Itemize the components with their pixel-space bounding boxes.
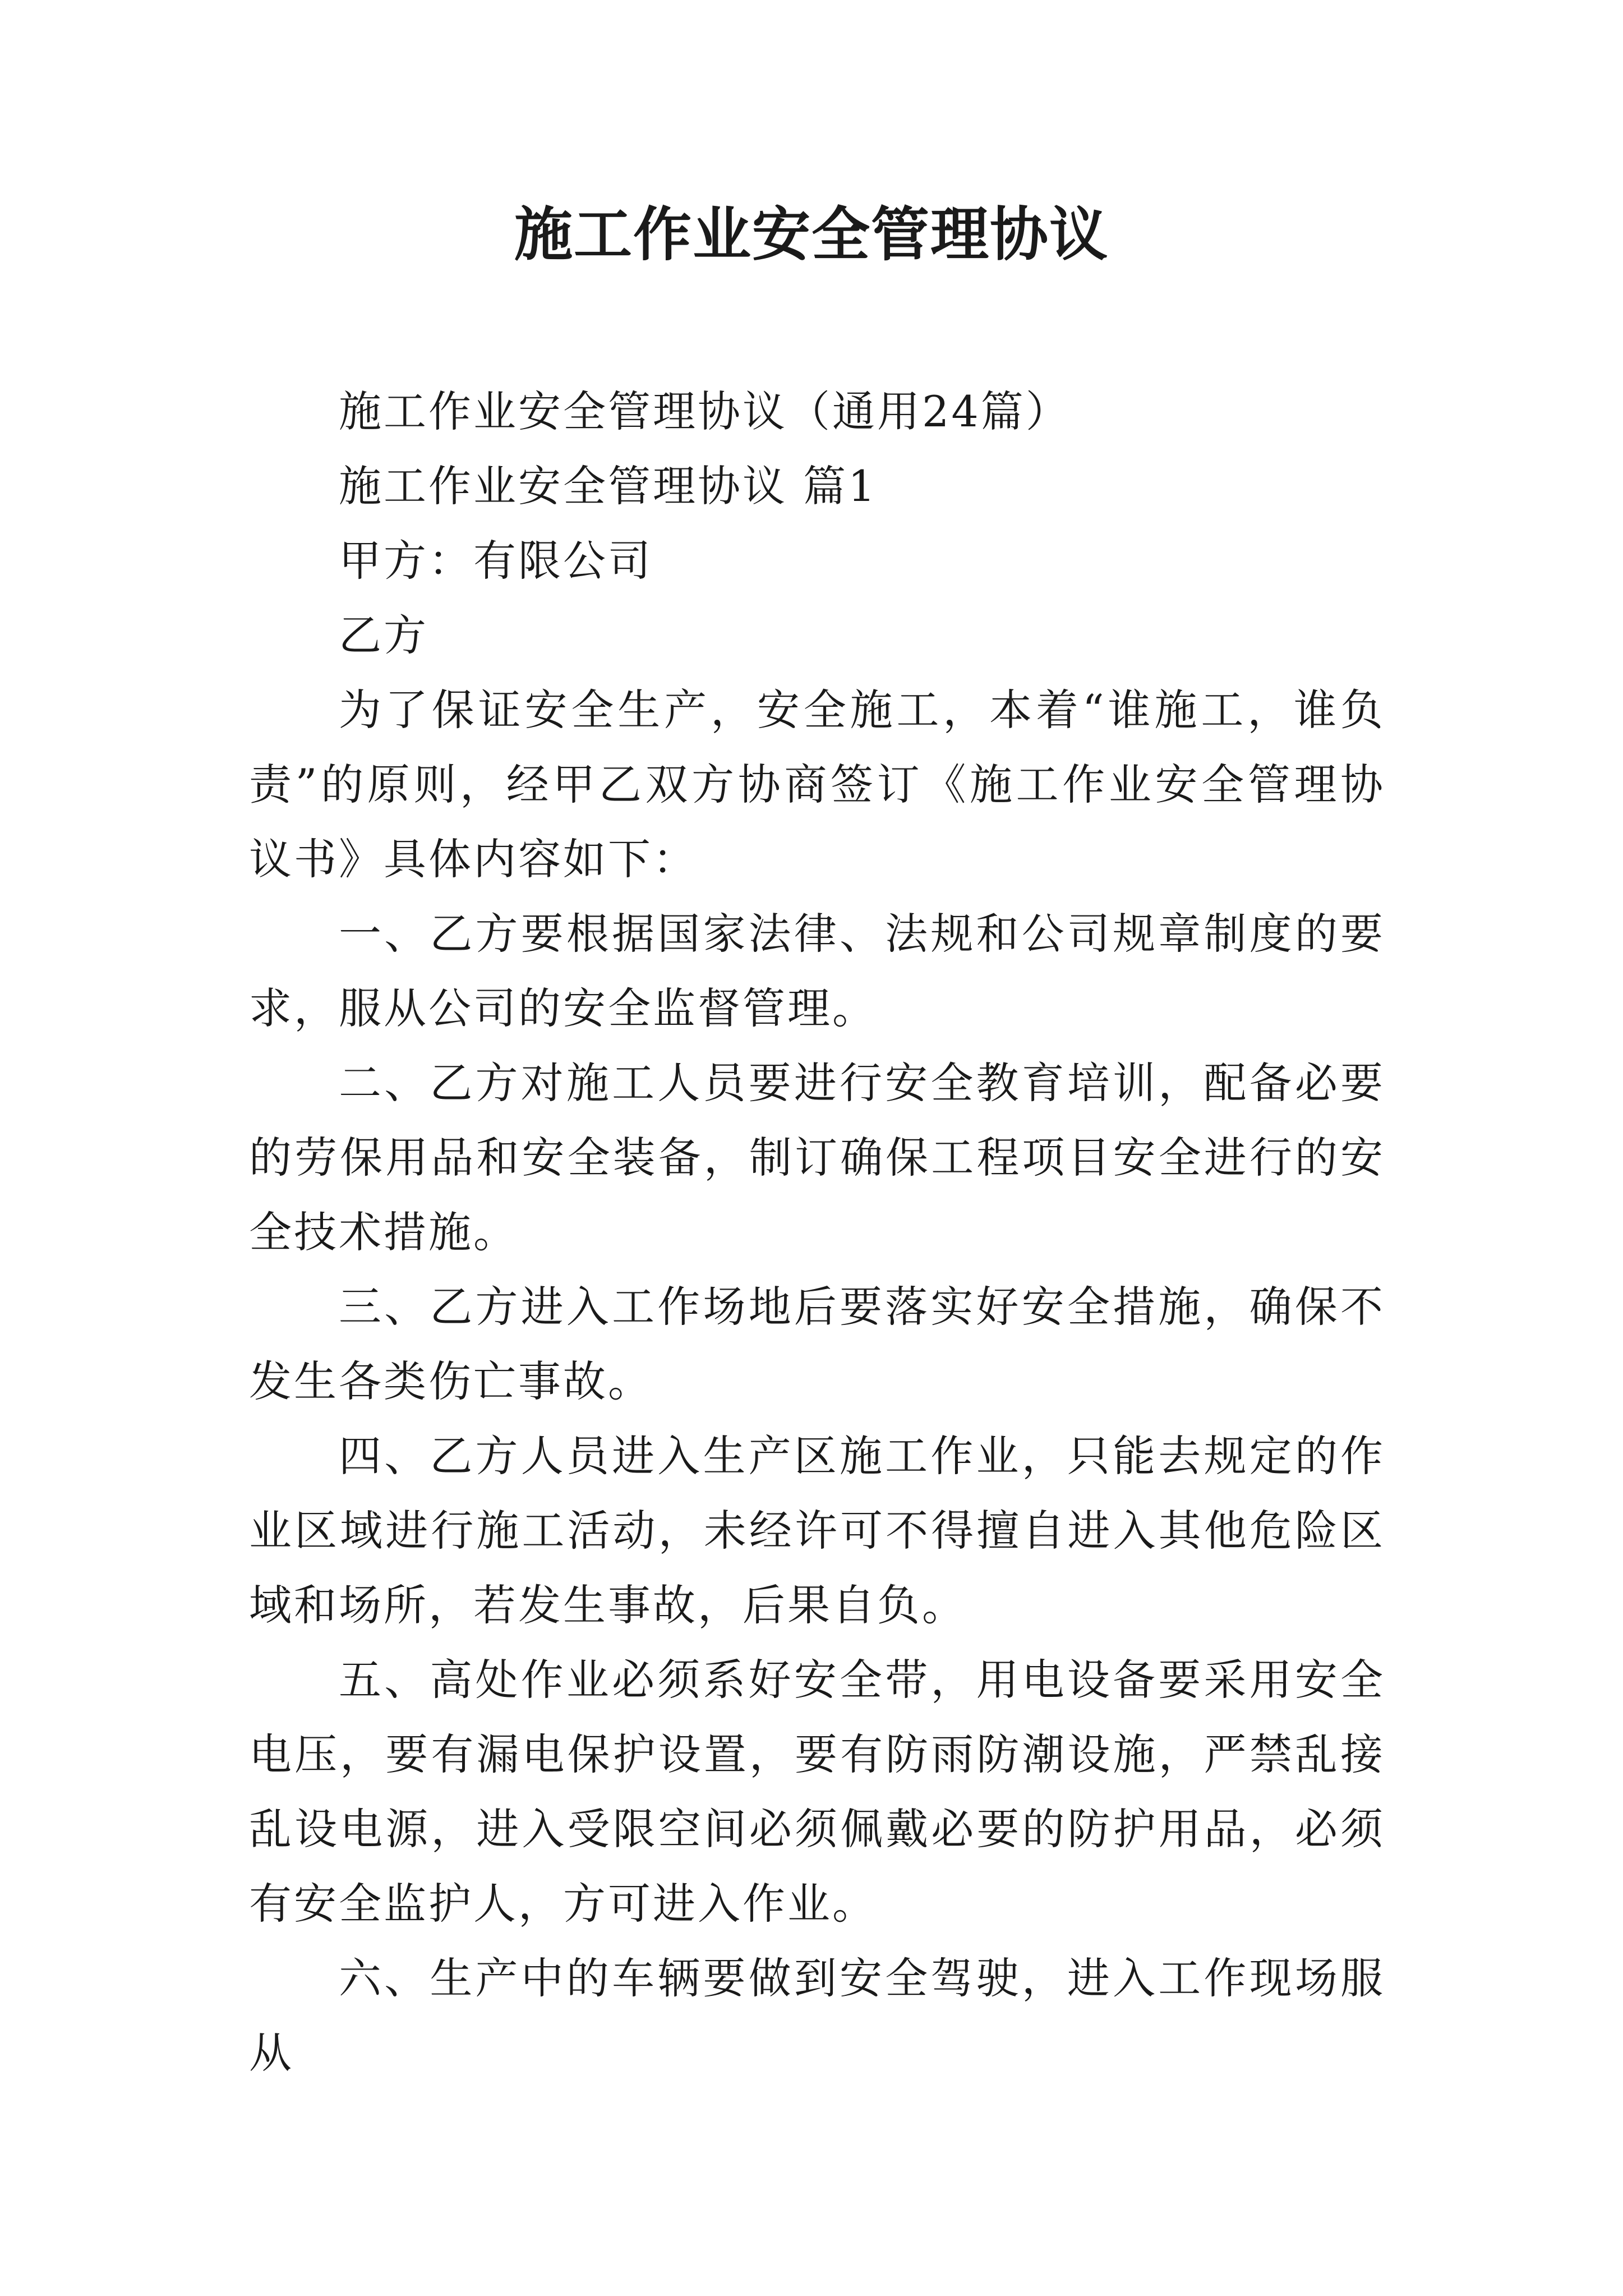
paragraph-clause-4: 四、乙方人员进入生产区施工作业，只能去规定的作业区域进行施工活动，未经许可不得擅自进入其他危险区域和场所，若发生事故，后果自负。 bbox=[249, 1431, 1385, 1630]
paragraph-party-a: 甲方：有限公司 bbox=[339, 536, 653, 586]
paragraph-subtitle: 施工作业安全管理协议（通用24篇） bbox=[339, 386, 1071, 436]
paragraph-clause-2: 二、乙方对施工人员要进行安全教育培训，配备必要的劳保用品和安全装备，制订确保工程项目安全进行的安全技术措施。 bbox=[249, 1058, 1385, 1257]
paragraph-section-heading: 施工作业安全管理协议 篇1 bbox=[339, 461, 878, 511]
document-body bbox=[249, 374, 1385, 2090]
paragraph-party-b: 乙方 bbox=[339, 610, 428, 660]
paragraph-clause-3: 三、乙方进入工作场地后要落实好安全措施，确保不发生各类伤亡事故。 bbox=[249, 1282, 1385, 1406]
paragraph-preamble: 为了保证安全生产，安全施工，本着“谁施工，谁负责”的原则，经甲乙双方协商签订《施工作业安全管理协议书》具体内容如下： bbox=[249, 685, 1385, 884]
paragraph-clause-6: 六、生产中的车辆要做到安全驾驶，进入工作现场服从 bbox=[249, 1953, 1385, 2078]
paragraph-clause-5: 五、高处作业必须系好安全带，用电设备要采用安全电压，要有漏电保护设置，要有防雨防潮设施，严禁乱接乱设电源，进入受限空间必须佩戴必要的防护用品，必须有安全监护人，方可进入作业。 bbox=[249, 1655, 1385, 1929]
document-title: 施工作业安全管理协议 bbox=[514, 200, 1109, 269]
paragraph-clause-1: 一、乙方要根据国家法律、法规和公司规章制度的要求，服从公司的安全监督管理。 bbox=[249, 909, 1385, 1033]
